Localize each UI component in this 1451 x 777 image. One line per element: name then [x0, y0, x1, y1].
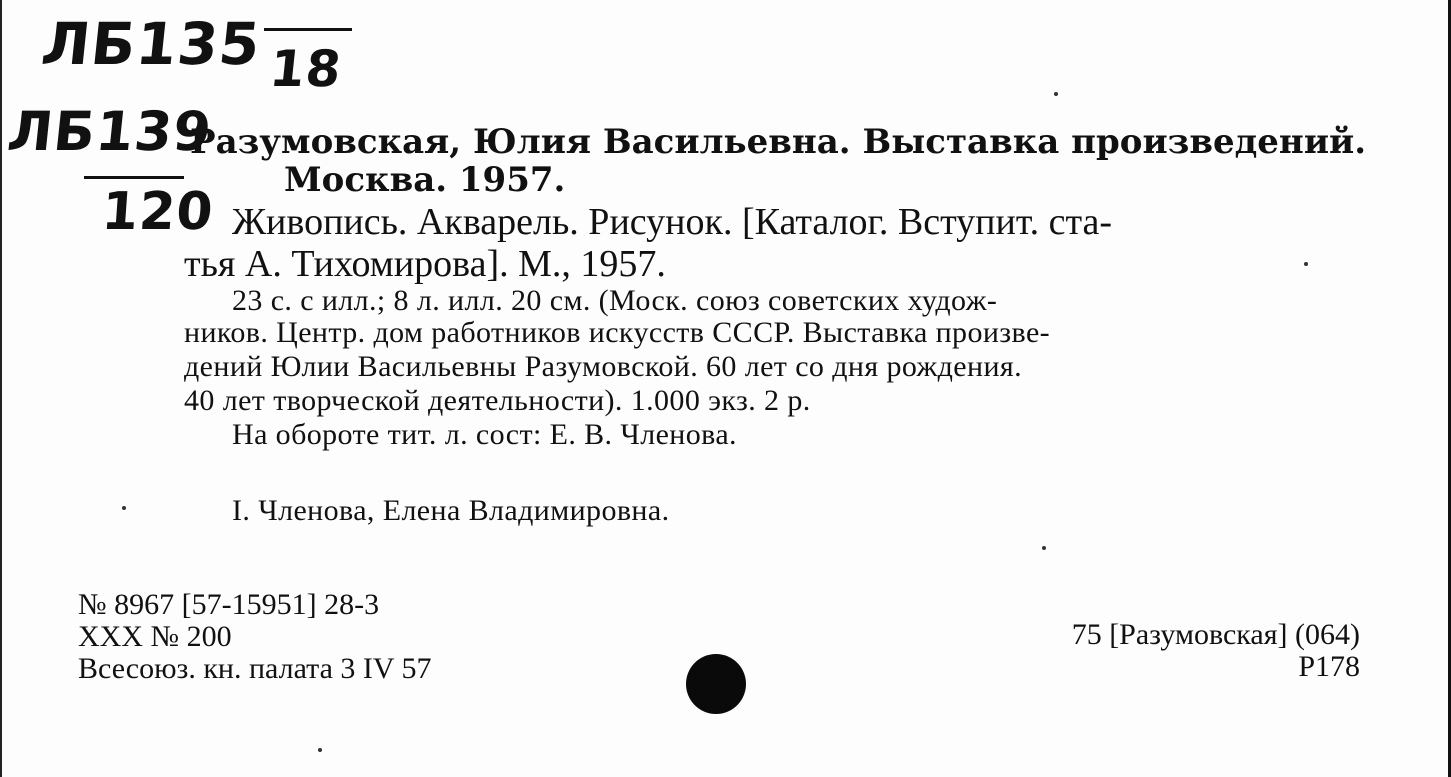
description-line-5: На обороте тит. л. сост: Е. В. Членова.: [232, 418, 737, 451]
shelf-mark-top: ЛБ135: [38, 10, 265, 78]
dust-speck: [1054, 92, 1058, 96]
heading-author-title: Разумовская, Юлия Васильевна. Выставка произведений.: [190, 122, 1367, 162]
description-line-2: ников. Центр. дом работников искусств СССР. Выставка произве-: [184, 316, 1051, 349]
tracing-entry: I. Членова, Елена Владимировна.: [232, 494, 670, 527]
footer-series-line: XXX № 200: [78, 620, 232, 653]
description-line-1: 23 с. с илл.; 8 л. илл. 20 см. (Моск. союз советских худож-: [232, 284, 998, 317]
footer-chamber-line: Всесоюз. кн. палата 3 IV 57: [78, 652, 432, 685]
footer-author-mark: Р178: [1298, 650, 1360, 683]
dust-speck: [1304, 262, 1308, 266]
dust-speck: [318, 748, 322, 752]
shelf-mark-entry: ЛБ139: [4, 100, 216, 163]
shelf-mark-entry-rule: [84, 176, 184, 179]
punch-hole: [686, 654, 746, 714]
dust-speck: [1042, 546, 1046, 550]
title-line-1: Живопись. Акварель. Рисунок. [Каталог. Вступит. ста-: [232, 201, 1113, 243]
footer-number-line: № 8967 [57-15951] 28-3: [78, 588, 380, 621]
shelf-mark-top-sub: 18: [266, 40, 345, 98]
footer-classification: 75 [Разумовская] (064): [1071, 618, 1360, 651]
heading-place-year: Москва. 1957.: [284, 160, 566, 200]
description-line-3: дений Юлии Васильевны Разумовской. 60 лет со дня рождения.: [184, 350, 1023, 383]
shelf-mark-top-rule: [264, 28, 352, 31]
description-line-4: 40 лет творческой деятельности). 1.000 экз. 2 р.: [184, 384, 811, 417]
dust-speck: [122, 506, 126, 510]
shelf-mark-entry-sub: 120: [99, 182, 216, 242]
title-line-2: тья А. Тихомирова]. М., 1957.: [184, 243, 666, 285]
